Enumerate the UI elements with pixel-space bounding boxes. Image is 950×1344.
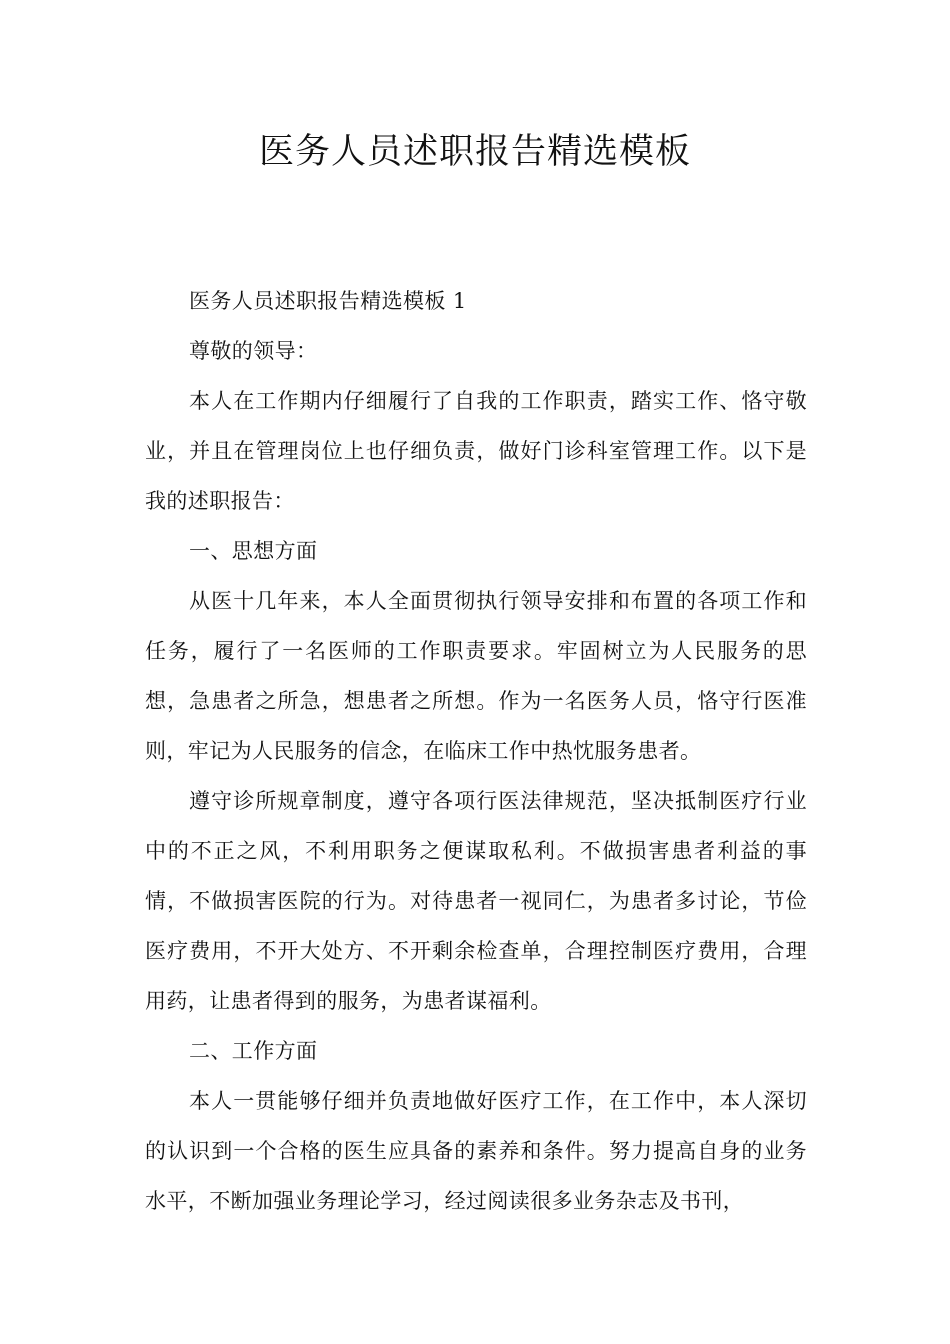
paragraph: 从医十几年来，本人全面贯彻执行领导安排和布置的各项工作和任务，履行了一名医师的工作职责要求。牢固树立为人民服务的思想，急患者之所急，想患者之所想。作为一名医务人员，恪守行医准则，牢记为人民服务的信念，在临床工作中热忱服务患者。 — [145, 589, 807, 763]
section-heading: 一、思想方面 — [189, 539, 318, 563]
document-body — [145, 276, 807, 1226]
section-heading: 医务人员述职报告精选模板 1 — [189, 289, 467, 313]
paragraph: 本人在工作期内仔细履行了自我的工作职责，踏实工作、恪守敬业，并且在管理岗位上也仔细负责，做好门诊科室管理工作。以下是我的述职报告： — [145, 389, 807, 513]
paragraph: 本人一贯能够仔细并负责地做好医疗工作，在工作中，本人深切的认识到一个合格的医生应具备的素养和条件。努力提高自身的业务水平，不断加强业务理论学习，经过阅读很多业务杂志及书刊， — [145, 1089, 807, 1213]
document-title: 医务人员述职报告精选模板 — [258, 132, 691, 172]
salutation: 尊敬的领导： — [189, 339, 318, 363]
paragraph: 遵守诊所规章制度，遵守各项行医法律规范，坚决抵制医疗行业中的不正之风，不利用职务之便谋取私利。不做损害患者利益的事情，不做损害医院的行为。对待患者一视同仁，为患者多讨论，节俭医疗费用，不开大处方、不开剩余检查单，合理控制医疗费用，合理用药，让患者得到的服务，为患者谋福利。 — [145, 789, 807, 1013]
section-heading: 二、工作方面 — [189, 1039, 318, 1063]
